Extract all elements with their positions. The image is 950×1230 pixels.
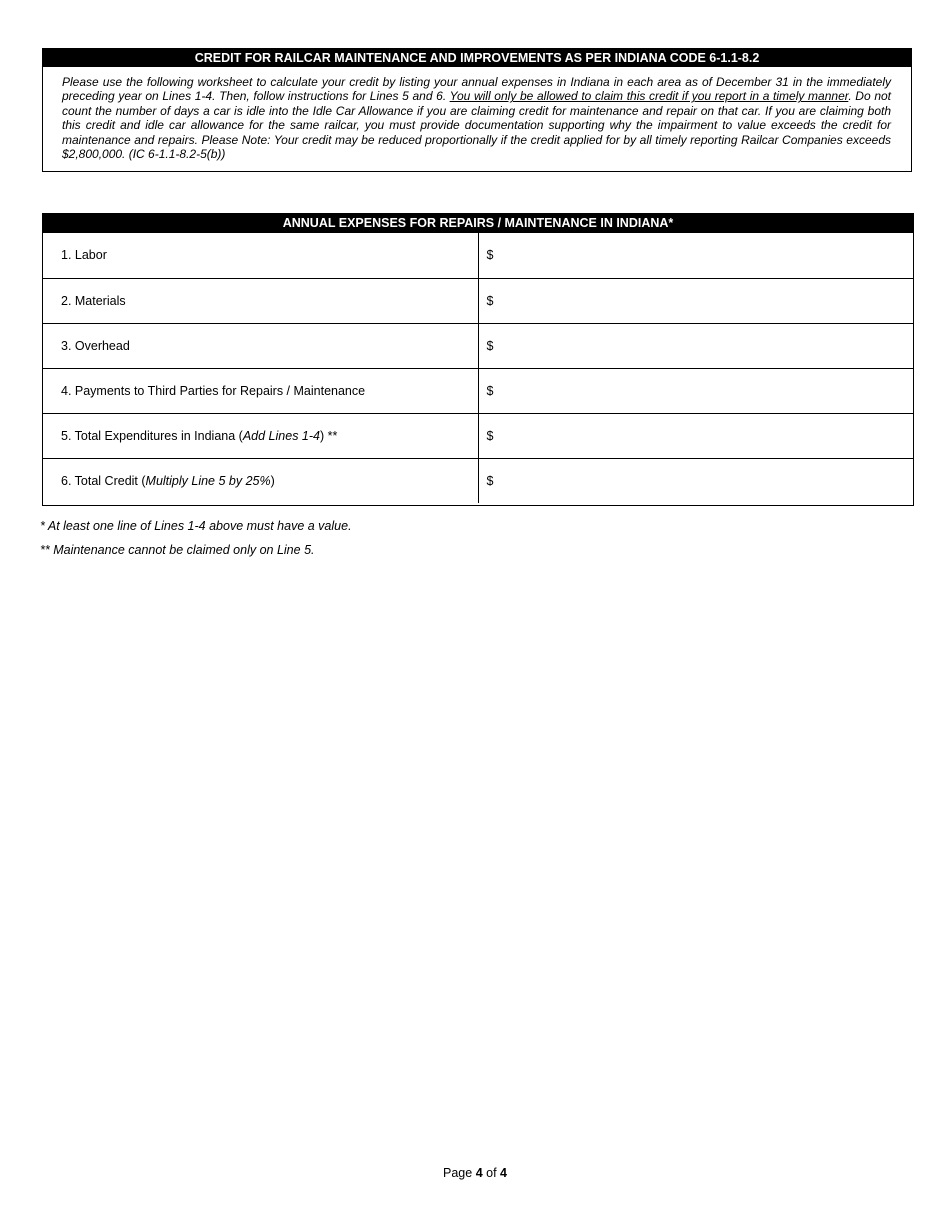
instructions-timely-notice: You will only be allowed to claim this credit if you report in a timely manner — [449, 89, 849, 104]
line-5-label: 5. Total Expenditures in Indiana (Add Lines 1-4) ** — [43, 413, 478, 458]
line-6-label: 6. Total Credit (Multiply Line 5 by 25%) — [43, 458, 478, 503]
line-1-amount-field[interactable] — [478, 233, 913, 278]
line-3-amount-field[interactable] — [478, 323, 913, 368]
table-row — [43, 278, 913, 323]
line-2-label: 2. Materials — [43, 278, 478, 323]
annual-expenses-table — [42, 213, 914, 506]
currency-symbol: $ — [486, 248, 494, 263]
annual-expenses-title: ANNUAL EXPENSES FOR REPAIRS / MAINTENANCE IN INDIANA* — [43, 214, 913, 233]
footnote-one-line-required: * At least one line of Lines 1-4 above must have a value. — [40, 519, 352, 533]
table-row — [43, 233, 913, 278]
expenses-grid — [43, 233, 913, 503]
currency-symbol: $ — [486, 293, 494, 308]
currency-symbol: $ — [486, 473, 494, 488]
line-2-amount-field[interactable] — [478, 278, 913, 323]
line-6-amount-field[interactable] — [478, 458, 913, 503]
instructions-paragraph — [43, 67, 911, 161]
railcar-credit-title: CREDIT FOR RAILCAR MAINTENANCE AND IMPROVEMENTS AS PER INDIANA CODE 6-1.1-8.2 — [43, 49, 911, 67]
table-row — [43, 458, 913, 503]
table-row — [43, 323, 913, 368]
line-4-amount-field[interactable] — [478, 368, 913, 413]
total-pages: 4 — [500, 1166, 507, 1180]
currency-symbol: $ — [486, 428, 494, 443]
instructions-text-part2: . Do not count the number of days a car is idle into the Idle Car Allowance if you are claiming credit for maintenance and repair on that car. If you are claiming both this credit and idle car allowance for the same railcar, you must provide documentation supporting why the impairment to value exceeds the credit for maintenance and repairs. Please Note: Your credit may be reduced proportionally if the credit applied for by all timely reporting Railcar Companies exceeds $2,800,000. (IC 6-1.1-8.2-5(b)) — [62, 89, 891, 162]
table-row — [43, 413, 913, 458]
line-1-label: 1. Labor — [43, 233, 478, 278]
line-3-label: 3. Overhead — [43, 323, 478, 368]
footnote-maintenance-line5: ** Maintenance cannot be claimed only on Line 5. — [40, 543, 315, 557]
page-number: Page 4 of 4 — [443, 1166, 507, 1180]
railcar-credit-info-box — [42, 48, 912, 172]
instructions-text-part1: Please use the following worksheet to calculate your credit by listing your annual expenses in Indiana in each area as of December 31 in the immediately preceding year on Lines 1-4. Then, follow instructions for Lines 5 and 6. — [62, 75, 891, 104]
line-4-label: 4. Payments to Third Parties for Repairs / Maintenance — [43, 368, 478, 413]
current-page: 4 — [475, 1166, 483, 1180]
currency-symbol: $ — [486, 383, 494, 398]
table-row — [43, 368, 913, 413]
line-5-amount-field[interactable] — [478, 413, 913, 458]
currency-symbol: $ — [486, 338, 494, 353]
